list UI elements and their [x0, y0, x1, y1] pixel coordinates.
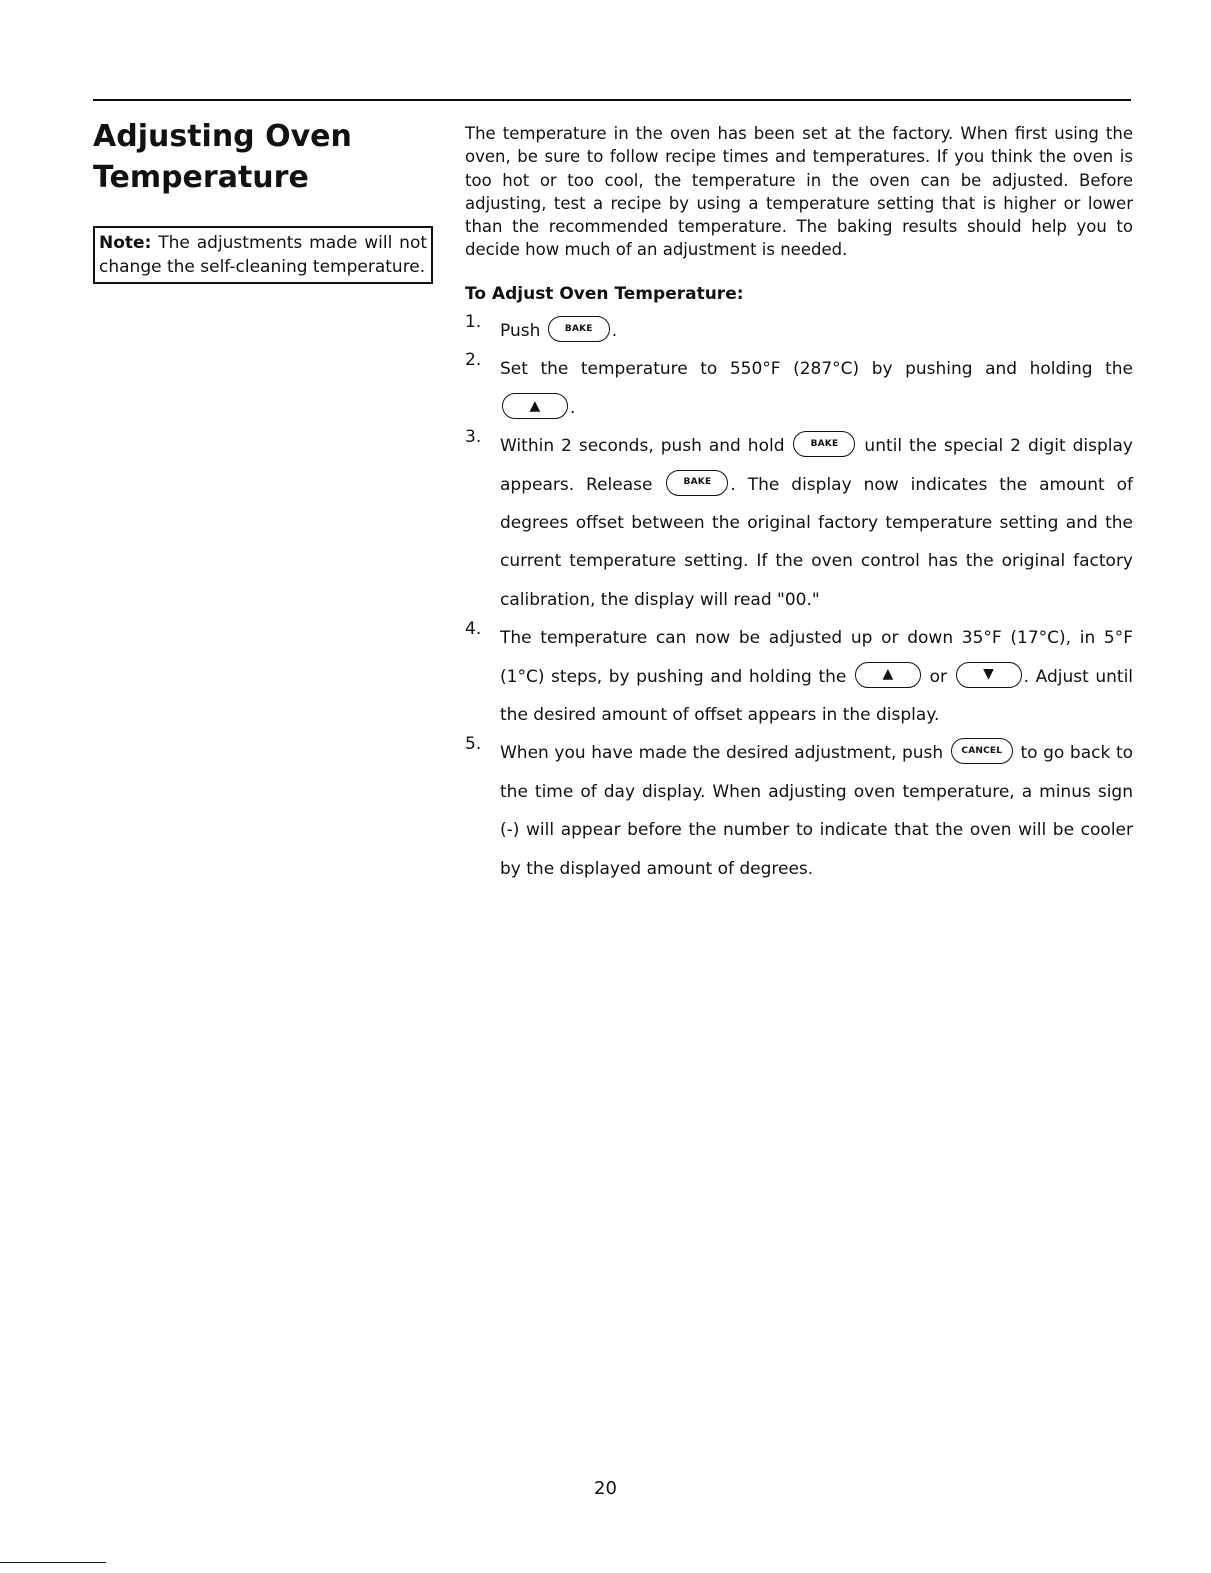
step-text: When you have made the desired adjustment, push [500, 743, 944, 764]
step-text: Set the temperature to 550°F (287°C) by pushing and holding the [500, 359, 1133, 380]
step-5 [465, 734, 1133, 888]
step-number: 2. [465, 350, 482, 371]
page-title: Adjusting Oven Temperature [93, 119, 352, 195]
bake-key-icon: BAKE [548, 316, 610, 342]
step-text: . The display now indicates the amount of degrees offset between the original factory temperature setting and the current temperature setting. If the oven control has the original factory calibration, the display will read "00." [500, 474, 1134, 610]
bake-key-icon: BAKE [793, 431, 855, 457]
top-rule [93, 99, 1131, 101]
step-number: 1. [465, 312, 482, 332]
step-2 [465, 350, 1133, 427]
step-number: 3. [465, 427, 482, 448]
note-text: The adjustments made will not change the self-cleaning temperature. [99, 233, 428, 277]
step-number: 5. [465, 734, 482, 755]
section-heading: To Adjust Oven Temperature: [465, 284, 744, 304]
bake-key-icon: BAKE [666, 470, 728, 496]
step-1 [465, 312, 1133, 350]
step-text: The temperature can now be adjusted up or down 35°F (17°C), in 5°F (1°C) steps, by pushing and holding the [500, 628, 1133, 687]
step-text: until the special 2 digit display appears. Release [500, 436, 1133, 495]
step-text: Within 2 seconds, push and hold [500, 436, 785, 457]
page-number: 20 [594, 1478, 617, 1499]
step-text: . Adjust until the desired amount of offset appears in the display. [500, 666, 1134, 726]
step-text: Push [500, 321, 541, 341]
step-number: 4. [465, 619, 482, 640]
step-4 [465, 619, 1133, 734]
up-arrow-key-icon: ▲ [502, 393, 568, 419]
step-text: . [611, 321, 618, 341]
step-text: or [929, 666, 947, 687]
note-label: Note: [99, 233, 152, 253]
note-box [93, 226, 433, 284]
down-arrow-key-icon: ▼ [956, 662, 1022, 688]
step-text: . [570, 397, 576, 418]
up-arrow-key-icon: ▲ [855, 662, 921, 688]
intro-paragraph: The temperature in the oven has been set at the factory. When first using the oven, be sure to follow recipe times and temperatures. If you think the oven is too hot or too cool, the temperature in the oven can be adjusted. Before adjusting, test a recipe by using a temperature setting that is higher or lower than the recommended temperature. The baking results should help you to decide how much of an adjustment is needed. [465, 124, 1133, 260]
cancel-key-icon: CANCEL [951, 738, 1013, 764]
step-3 [465, 427, 1133, 619]
step-text: to go back to the time of day display. When adjusting oven temperature, a minus sign (-) will appear before the number to indicate that the oven will be cooler by the displayed amount of degrees. [500, 743, 1134, 879]
bottom-rule [0, 1562, 106, 1563]
steps-list [465, 312, 1133, 888]
